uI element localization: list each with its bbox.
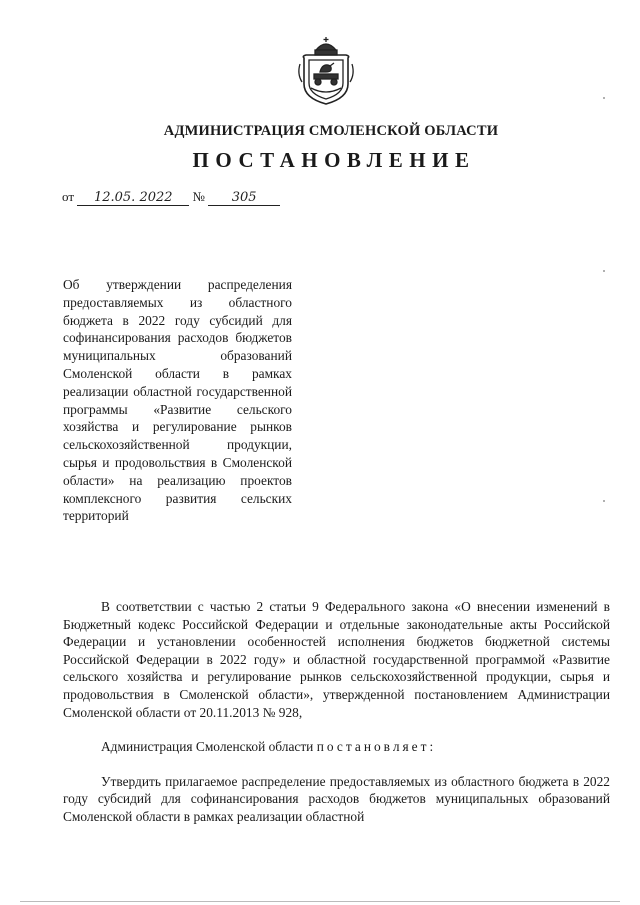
body-paragraph-3: Утвердить прилагаемое распределение предоставляемых из областного бюджета в 2022 году субсидий для софинансирования расходов бюджетов муниципальных образований Смоленской области в рамках реализации областной <box>63 773 610 824</box>
scan-speck <box>603 270 605 272</box>
decree-lead: Администрация Смоленской области <box>101 739 314 755</box>
date-number-line <box>62 189 280 206</box>
smolensk-coat-of-arms-icon <box>296 36 356 106</box>
body-paragraph-2 <box>63 738 610 756</box>
date-prefix: от <box>62 189 75 204</box>
organization-title: АДМИНИСТРАЦИЯ СМОЛЕНСКОЙ ОБЛАСТИ <box>163 123 499 139</box>
document-type-title: ПОСТАНОВЛЕНИЕ <box>192 148 476 172</box>
scan-speck <box>603 500 605 502</box>
scan-bottom-edge <box>20 901 620 902</box>
decree-verb: постановляет: <box>316 739 437 755</box>
scan-speck <box>603 97 605 99</box>
number-sign: № <box>192 189 205 204</box>
decree-body <box>63 598 610 826</box>
handwritten-date: 12.05. 2022 <box>77 191 189 206</box>
body-paragraph-1: В соответствии с частью 2 статьи 9 Федерального закона «О внесении изменений в Бюджетный кодекс Российской Федерации и отдельные законодательные акты Российской Федерации и установлении особенностей исполнения бюджетов бюджетной системы Российской Федерации в 2022 году» и областной государственной программой «Развитие сельского хозяйства и регулирование рынков сельскохозяйственной продукции, сырья и продовольствия в Смоленской области», утвержденной постановлением Администрации Смоленской области от 20.11.2013 № 928, <box>63 599 610 720</box>
decree-subject: Об утверждении распределения предоставляемых из областного бюджета в 2022 году субсидий для софинансирования расходов бюджетов муниципальных образований Смоленской области в рамках реализации областной государственной программы «Развитие сельского хозяйства и регулирование рынков сельскохозяйственной продукции, сырья и продовольствия в Смоленской области» на реализацию проектов комплексного развития сельских территорий <box>63 277 292 524</box>
handwritten-number: 305 <box>208 191 280 206</box>
